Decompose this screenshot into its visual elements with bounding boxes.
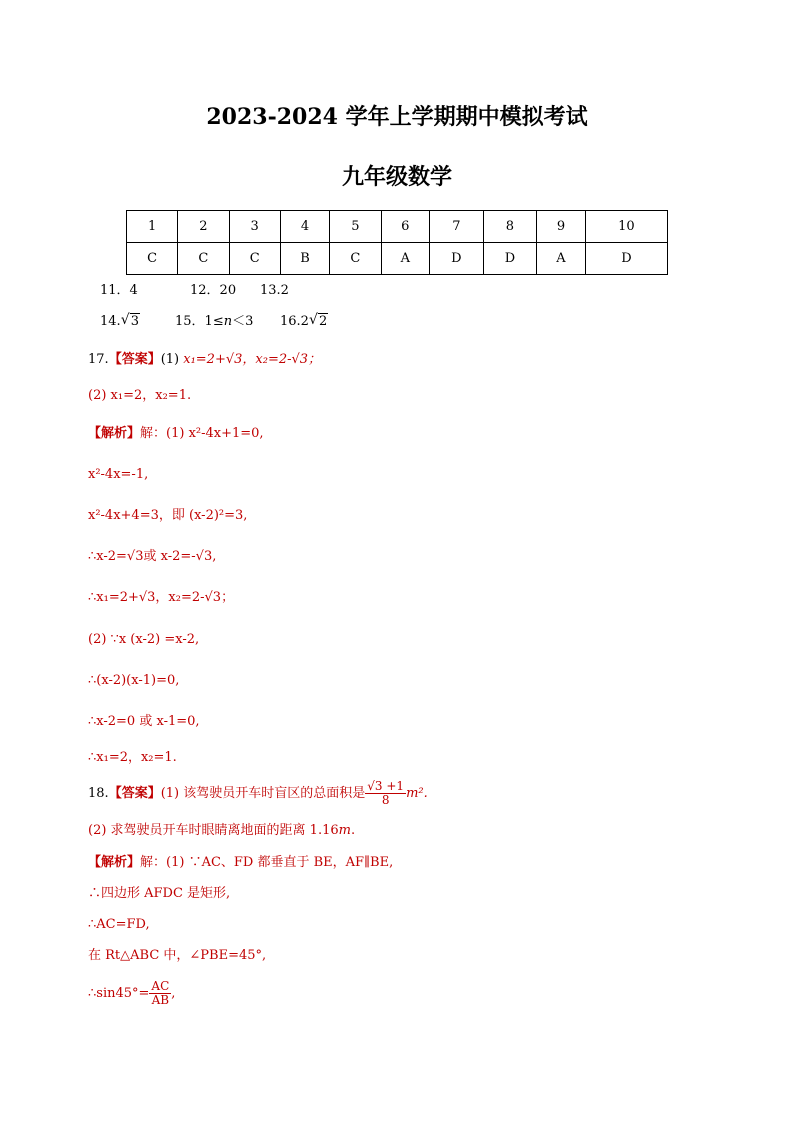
answer-11: 11．4 xyxy=(100,283,138,298)
answer-table xyxy=(126,210,668,275)
q17-step: x²-4x+4=3，即 (x-2)²=3, xyxy=(88,508,248,523)
q17-step: ∴x-2=√3或 x-2=-√3, xyxy=(88,549,217,564)
question-number: 5 xyxy=(330,211,381,243)
answer-12: 12．20 xyxy=(190,283,237,298)
question-number: 7 xyxy=(430,211,484,243)
sqrt-expression: √ 3 xyxy=(120,312,139,329)
answer-cell: D xyxy=(585,243,667,275)
answer-cell: C xyxy=(229,243,280,275)
sqrt-expression: √ 2 xyxy=(308,312,328,329)
fraction: $\frac{AC}{AB}$ xyxy=(151,979,170,1007)
answer-16: 16.2 √ 2 xyxy=(280,312,328,329)
answer-cell: C xyxy=(127,243,178,275)
answer-cell: C xyxy=(178,243,229,275)
q17-step: ∴x-2=0 或 x-1=0, xyxy=(88,714,200,729)
answer-cell: D xyxy=(430,243,484,275)
q18-analysis-first: 【解析】解：(1) ∵AC、FD 都垂直于 BE，AF∥BE, xyxy=(88,855,394,870)
question-number: 3 xyxy=(229,211,280,243)
question-number: 6 xyxy=(381,211,430,243)
question-number: 1 xyxy=(127,211,178,243)
answer-13: 13.2 xyxy=(260,283,289,298)
q17-analysis-first: 【解析】解：(1) x²-4x+1=0, xyxy=(88,426,264,441)
question-number: 9 xyxy=(537,211,586,243)
table-row xyxy=(127,243,668,275)
answer-cell: C xyxy=(330,243,381,275)
answer-cell: B xyxy=(280,243,329,275)
q18-answer-2: (2) 求驾驶员开车时眼睛离地面的距离 1.16m. xyxy=(88,823,356,838)
q17-step: ∴x₁=2+√3，x₂=2-√3； xyxy=(88,590,235,605)
q18-answer-line: 18.【答案】(1) 该驾驶员开车时盲区的总面积是 $\frac{√3 +1}{8}$ m². xyxy=(88,779,428,807)
q17-answer-line: 17.【答案】(1) x₁=2+√3，x₂=2-√3； xyxy=(88,352,322,367)
question-number: 4 xyxy=(280,211,329,243)
q18-step: ∴四边形 AFDC 是矩形, xyxy=(88,886,231,901)
page-title: 2023-2024 学年上学期期中模拟考试 xyxy=(206,104,588,130)
q17-answer-2: (2) x₁=2，x₂=1. xyxy=(88,388,192,403)
q18-step: 在 Rt△ABC 中，∠PBE=45°, xyxy=(88,948,267,963)
fraction: $\frac{√3 +1}{8}$ xyxy=(367,779,405,807)
answer-14: 14. √ 3 xyxy=(100,312,139,329)
question-number: 8 xyxy=(483,211,537,243)
table-row xyxy=(127,211,668,243)
answer-cell: A xyxy=(537,243,586,275)
q17-step: ∴x₁=2，x₂=1. xyxy=(88,750,177,765)
q17-step: x²-4x=-1, xyxy=(88,467,149,482)
q18-step-last: ∴sin45°= $\frac{AC}{AB}$ , xyxy=(88,979,176,1007)
q17-step: ∴(x-2)(x-1)=0, xyxy=(88,673,180,688)
q17-step: (2) ∵x (x-2) =x-2, xyxy=(88,632,200,647)
question-number: 2 xyxy=(178,211,229,243)
q18-step: ∴AC=FD, xyxy=(88,917,150,932)
answer-cell: A xyxy=(381,243,430,275)
question-number: 10 xyxy=(585,211,667,243)
page-subtitle: 九年级数学 xyxy=(341,164,452,190)
answer-15: 15．1≤n＜3 xyxy=(175,314,254,329)
answer-cell: D xyxy=(483,243,537,275)
